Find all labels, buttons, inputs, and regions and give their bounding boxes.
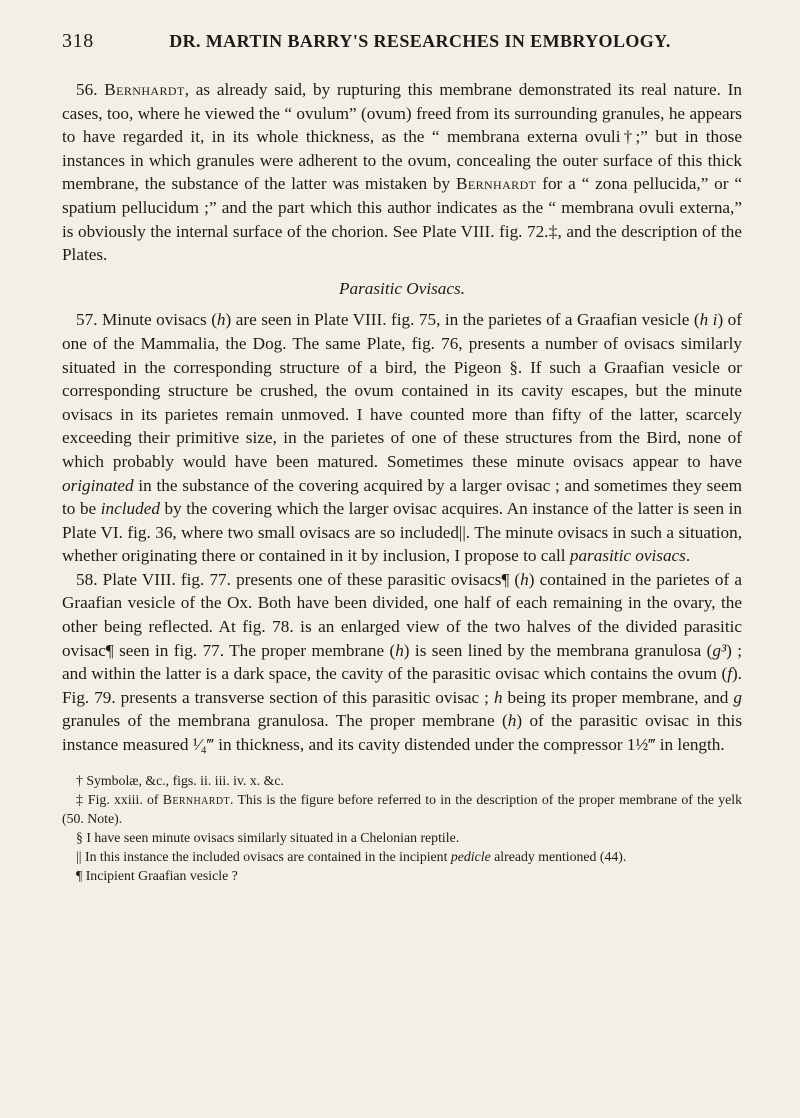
italic-run: h <box>395 640 404 660</box>
text-run: by the covering which the larger ovisac acquires. An instance of the latter is seen in Plate VI. fig. 36, where two small ovisacs are so included||. The minute ovisacs in such a situation, whether originating there or contained in it by inclusion, I propose to call <box>62 499 743 566</box>
italic-run: h <box>507 711 517 731</box>
text-run: ‡ Fig. xxiii. of <box>76 791 163 807</box>
text-run: ) ; and within the latter is a dark space, the cavity of the parasitic ovisac which contains the ovum ( <box>62 640 743 684</box>
text-run: being its proper membrane, and <box>502 687 734 707</box>
text-run: ) of the parasitic ovisac in this instance measured ¹⁄₄‴ in thickness, and its cavity distended under the compressor 1½‴ in length. <box>62 711 743 755</box>
italic-run: pedicle <box>450 848 491 864</box>
italic-run: h <box>216 310 226 330</box>
footnote-dagger: † Symbolæ, &c., figs. ii. iii. iv. x. &c. <box>76 772 284 788</box>
text-run: ) of one of the Mammalia, the Dog. The same Plate, fig. 76, presents a number of ovisacs similarly situated in the corresponding structure of a bird, the Pigeon §. If such a Graafian vesicle or corresponding structure be crushed, the ovum contained in its cavity escapes, but the minute ovisacs in its parietes remain unmoved. I have counted more than fifty of the latter, scarcely exceeding their primitive size, in the parietes of one of these structures from the Bird, none of which probably would have been matured. Sometimes these minute ovisacs appear to have <box>62 310 742 471</box>
paragraph-57 <box>62 308 742 568</box>
text-run: already mentioned (44). <box>490 848 627 864</box>
text-run: ) contained in the parietes of a Graafian vesicle of the Ox. Both have been divided, one half of each remaining in the ovary, the other being reflected. At fig. 78. is an enlarged view of the two halves of the divided parasitic ovisac¶ seen in fig. 77. The proper membrane ( <box>62 569 742 660</box>
body-text <box>62 78 742 757</box>
text-run: granules of the membrana granulosa. The proper membrane ( <box>62 711 508 731</box>
page-number: 318 <box>62 30 94 52</box>
italic-run: originated <box>62 475 134 495</box>
section-title: Parasitic Ovisacs. <box>338 278 466 298</box>
italic-run: g³ <box>712 640 727 660</box>
text-run: . This is the figure before referred to in the description of the proper membrane of the yelk (50. Note). <box>62 791 742 826</box>
text-run: ) is seen lined by the membrana granulosa ( <box>403 640 713 660</box>
paragraph-58 <box>62 568 742 757</box>
footnotes <box>62 771 742 885</box>
running-title: DR. MARTIN BARRY'S RESEARCHES IN EMBRYOLOGY. <box>169 31 671 51</box>
text-run: in the substance of the covering acquired by a larger ovisac ; and sometimes they seem to be <box>62 475 742 519</box>
text-run: ) are seen in Plate VIII. fig. 75, in the parietes of a Graafian vesicle ( <box>225 310 700 330</box>
italic-run: included <box>100 499 160 519</box>
footnote-double-dagger <box>62 790 742 828</box>
text-run: 58. Plate VIII. fig. 77. presents one of these parasitic ovisacs¶ ( <box>76 569 521 589</box>
footnote-pilcrow: ¶ Incipient Graafian vesicle ? <box>76 867 238 883</box>
text-run: . <box>685 546 691 566</box>
author-name: Bernhardt <box>162 791 230 807</box>
page-header <box>62 30 742 60</box>
italic-run: f <box>727 664 732 684</box>
italic-run: h <box>520 569 529 589</box>
author-name: Bernhardt <box>104 80 185 99</box>
paragraph-56 <box>62 78 742 267</box>
text-run: 57. Minute ovisacs ( <box>76 310 217 330</box>
footnote-parallel <box>62 847 742 866</box>
text-run: for a “ zona pellucida,” or “ spatium pellucidum ;” and the part which this author indicates as the “ membrana ovuli externa,” is obviously the internal surface of the chorion. See Plate VIII. fig. 72.‡, and the description of the Plates. <box>62 174 742 265</box>
italic-run: h <box>493 687 503 707</box>
text-run: ). Fig. 79. presents a transverse section of this parasitic ovisac ; <box>62 664 742 707</box>
italic-run: parasitic ovisacs <box>569 546 686 566</box>
author-name: Bernhardt <box>455 174 537 194</box>
italic-run: g <box>733 687 742 707</box>
text-run: || In this instance the included ovisacs are contained in the incipient <box>76 848 451 864</box>
italic-run: h i <box>699 310 718 330</box>
text-run: , as already said, by rupturing this membrane demonstrated its real nature. In cases, too, where he viewed the “ ovulum” (ovum) freed from its surrounding granules, he appears to have regarded it, in its whole thickness, as the “ membrana externa ovuli†;” but in those instances in which granules were adherent to the ovum, concealing the outer surface of this thick membrane, the substance of the latter was mistaken by <box>62 80 743 194</box>
text-run: 56. <box>76 80 105 99</box>
footnote-section: § I have seen minute ovisacs similarly situated in a Chelonian reptile. <box>76 829 460 845</box>
